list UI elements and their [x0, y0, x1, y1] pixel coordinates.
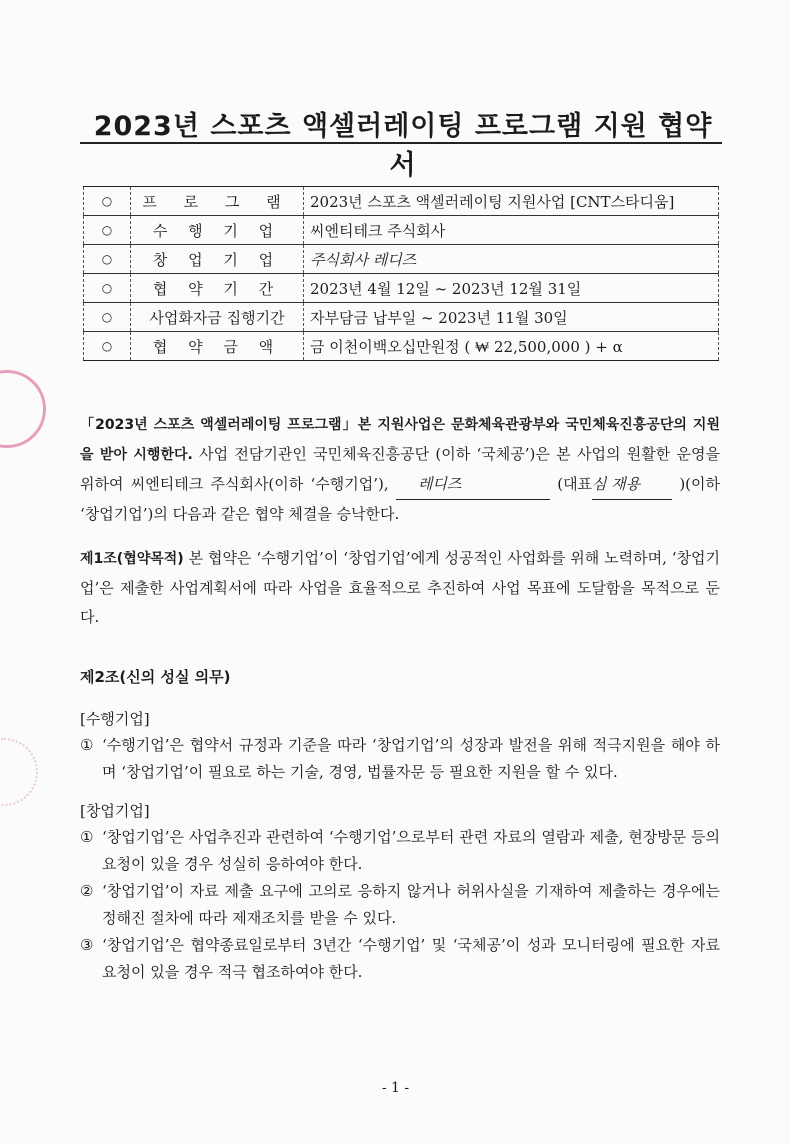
representative-blank: 심 재용	[592, 470, 672, 500]
faint-seal-stamp	[0, 738, 38, 806]
row-label: 사업화자금 집행기간	[131, 303, 304, 332]
row-value: 금 이천이백오십만원정 ( ₩ 22,500,000 ) + α	[304, 332, 719, 361]
row-value: 씨엔티테크 주식회사	[304, 216, 719, 245]
table-row	[84, 245, 719, 274]
row-label: 수 행 기 업	[131, 216, 304, 245]
item-number: ②	[80, 882, 94, 900]
row-label: 협 약 기 간	[131, 274, 304, 303]
intro-paragraph	[80, 410, 720, 529]
section-supporter-heading: [수행기업]	[80, 710, 150, 728]
row-bullet: ○	[84, 332, 131, 361]
item-text: ‘수행기업’은 협약서 규정과 기준을 따라 ‘창업기업’의 성장과 발전을 위해 적극지원을 해야 하며 ‘창업기업’이 필요로 하는 기술, 경영, 법률자문 등 필요한 지원을 할 수 있다.	[102, 736, 720, 781]
row-bullet: ○	[84, 245, 131, 274]
row-value: 2023년 4월 12일 ~ 2023년 12월 31일	[304, 274, 719, 303]
intro-text-2: (대표	[549, 475, 593, 493]
row-value: 자부담금 납부일 ~ 2023년 11월 30일	[304, 303, 719, 332]
agreement-summary-table	[83, 186, 719, 361]
item-number: ③	[80, 936, 94, 954]
intro-bold: 「2023년 스포츠 액셀러레이팅 프로그램」본 지원사업은 문화체육관광부와 국민체육진흥공단의 지원을 받아 시행한다.	[80, 417, 720, 463]
article-1-heading: 제1조(협약목적)	[80, 551, 184, 567]
table-row	[84, 274, 719, 303]
table-row	[84, 216, 719, 245]
item-text: ‘창업기업’은 사업추진과 관련하여 ‘수행기업’으로부터 관련 자료의 열람과 제출, 현장방문 등의 요청이 있을 경우 성실히 응하여야 한다.	[102, 828, 720, 873]
table-row	[84, 187, 719, 216]
row-label: 창 업 기 업	[131, 245, 304, 274]
list-item	[80, 878, 720, 932]
section-startup-heading: [창업기업]	[80, 802, 150, 820]
row-label: 프 로 그 램	[131, 187, 304, 216]
item-text: ‘창업기업’은 협약종료일로부터 3년간 ‘수행기업’ 및 ‘국체공’이 성과 모니터링에 필요한 자료 요청이 있을 경우 적극 협조하여야 한다.	[102, 936, 720, 981]
article-1	[80, 544, 720, 632]
row-label: 협 약 금 액	[131, 332, 304, 361]
item-text: ‘창업기업’이 자료 제출 요구에 고의로 응하지 않거나 허위사실을 기재하여 제출하는 경우에는 정해진 절차에 따라 제재조치를 받을 수 있다.	[102, 882, 720, 927]
row-bullet: ○	[84, 216, 131, 245]
table-row	[84, 303, 719, 332]
list-item	[80, 824, 720, 878]
row-bullet: ○	[84, 274, 131, 303]
company-seal-stamp	[0, 370, 46, 448]
row-value-handwritten: 주식회사 레디즈	[304, 245, 719, 274]
row-value: 2023년 스포츠 액셀러레이팅 지원사업 [CNT스타디움]	[304, 187, 719, 216]
table-row	[84, 332, 719, 361]
list-item	[80, 932, 720, 986]
page-number: - 1 -	[381, 1080, 410, 1096]
intro-text-1: 사업 전담기관인 국민체육진흥공단 (이하 ‘국체공’)은 본 사업의 원활한 운영을 위하여 씨엔티테크 주식회사(이하 ‘수행기업’),	[80, 445, 720, 493]
item-number: ①	[80, 828, 94, 846]
article-1-text: 본 협약은 ‘수행기업’이 ‘창업기업’에게 성공적인 사업화를 위해 노력하며, ‘창업기업’은 제출한 사업계획서에 따라 사업을 효율적으로 추진하여 사업 목표에 도달함을 목적으로 둔다.	[80, 549, 720, 626]
row-bullet: ○	[84, 187, 131, 216]
intro-text-3: )(이하 ‘창업기업’)의 다음과 같은 협약 체결을 승낙한다.	[80, 475, 721, 523]
article-2-heading	[80, 666, 231, 687]
list-item	[80, 732, 720, 786]
company-blank: 레디즈	[396, 470, 550, 500]
row-bullet: ○	[84, 303, 131, 332]
item-number: ①	[80, 736, 94, 754]
article-2-heading-text: 제2조(신의 성실 의무)	[80, 668, 231, 686]
document-title: 2023년 스포츠 액셀러레이팅 프로그램 지원 협약서	[93, 111, 713, 181]
title-underline	[80, 142, 722, 144]
